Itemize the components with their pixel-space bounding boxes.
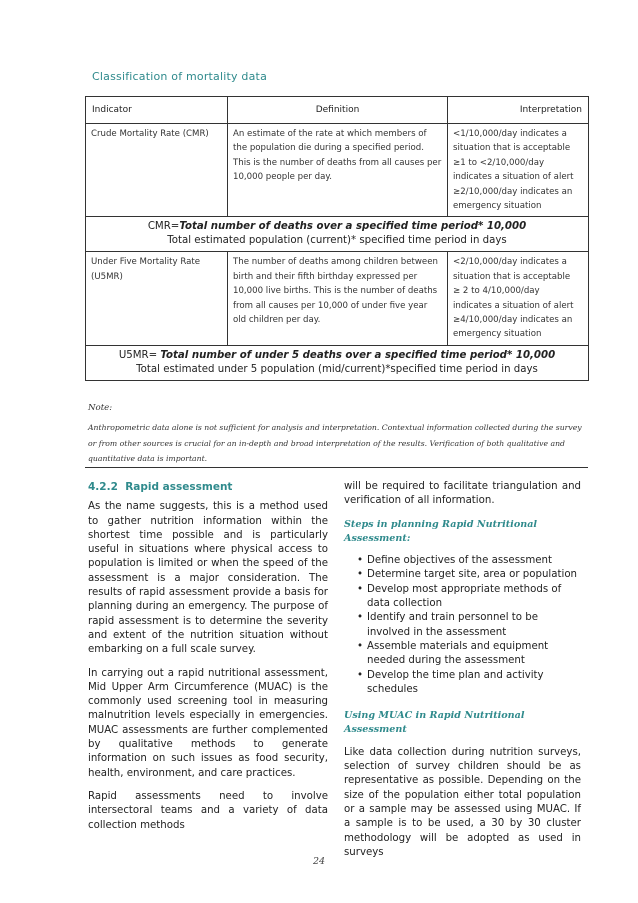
section-heading [88, 480, 328, 494]
left-column [88, 480, 328, 842]
formula-numerator [91, 220, 583, 234]
list-item: • Identify and train personnel to be involved in the assessment [357, 611, 581, 640]
interpretation-cell [448, 252, 589, 345]
definition-cell: The number of deaths among children between birth and their fifth birthday expressed per 10,000 live births. This is the number of deaths from all causes per 10,000 of under five year old children per day. [228, 252, 448, 345]
cmr-formula [86, 217, 589, 252]
interpretation-line: emergency situation [453, 201, 542, 212]
formula-lead: U5MR= [118, 349, 161, 361]
mortality-classification-table [85, 96, 589, 381]
interpretation-line: indicates a situation of alert [453, 300, 574, 311]
formula-row [86, 345, 589, 380]
header-definition: Definition [228, 97, 448, 124]
list-item: • Develop most appropriate methods of data collection [357, 583, 581, 612]
note-text: Anthropometric data alone is not sufficient for analysis and interpretation. Contextual information collected during the survey or from other sources is crucial for an in-depth and broad interpretation of the results. Verification of both qualitative and quantitative data is important. [88, 423, 582, 463]
formula-denominator: Total estimated under 5 population (mid/current)*specified time period in days [136, 363, 538, 375]
formula-numerator [91, 349, 583, 363]
indicator-cell: Under Five Mortality Rate (U5MR) [86, 252, 228, 345]
page-number: 24 [312, 856, 326, 867]
interpretation-line: situation that is acceptable [453, 143, 571, 154]
list-item: • Assemble materials and equipment needed during the assessment [357, 640, 581, 669]
list-item: • Define objectives of the assessment [357, 554, 581, 568]
note-label: Note: [88, 403, 113, 413]
table-row [86, 124, 589, 217]
interpretation-line: <2/10,000/day indicates a [453, 257, 567, 268]
interpretation-line: situation that is acceptable [453, 271, 571, 282]
formula-numerator-text: Total number of under 5 deaths over a specified time period* 10,000 [160, 349, 556, 361]
formula-row [86, 217, 589, 252]
interpretation-line: ≥1 to <2/10,000/day [453, 157, 545, 168]
paragraph: As the name suggests, this is a method used to gather nutrition information within the shortest time possible and is particularly useful in situations where physical access to population is limited or when the speed of the assessment is a major consideration. The results of rapid assessment provide a basis for planning during an emergency. The purpose of rapid assessment is to determine the severity and extent of the nutrition situation without embarking on a full scale survey. [88, 501, 328, 656]
interpretation-line: ≥4/10,000/day indicates an [453, 315, 573, 326]
formula-lead: CMR= [147, 221, 180, 233]
interpretation-cell [448, 124, 589, 217]
note-bottom-rule [85, 467, 588, 468]
paragraph: Like data collection during nutrition surveys, selection of survey children should be as representative as possible. Depending on the size of the population either total population or a sample may be assessed using MUAC. If a sample is to be used, a 30 by 30 cluster methodology will be adopted as used in surveys [344, 746, 581, 858]
table-caption: Classification of mortality data [92, 70, 268, 83]
steps-heading: Steps in planning Rapid Nutritional Assessment: [344, 518, 538, 544]
interpretation-line: <1/10,000/day indicates a [453, 129, 567, 139]
paragraph: Rapid assessments need to involve intersectoral teams and a variety of data collection methods [88, 790, 328, 831]
indicator-cell: Crude Mortality Rate (CMR) [86, 124, 228, 217]
muac-heading: Using MUAC in Rapid Nutritional Assessment [344, 710, 525, 736]
section-title: Rapid assessment [125, 481, 233, 493]
interpretation-line: indicates a situation of alert [453, 172, 574, 183]
formula-numerator-text: Total number of deaths over a specified time period* 10,000 [179, 221, 527, 233]
section-number: 4.2.2 [88, 481, 118, 493]
paragraph: will be required to facilitate triangulation and verification of all information. [344, 481, 581, 507]
u5mr-formula [86, 345, 589, 380]
definition-cell: An estimate of the rate at which members of the population die during a specified period. This is the number of deaths from all causes per 10,000 people per day. [228, 124, 448, 217]
steps-list [344, 554, 581, 697]
table-row [86, 252, 589, 345]
right-column [344, 480, 581, 869]
formula-denominator: Total estimated population (current)* specified time period in days [167, 235, 507, 247]
interpretation-line: emergency situation [453, 329, 542, 340]
header-interpretation: Interpretation [448, 97, 589, 124]
paragraph: In carrying out a rapid nutritional assessment, Mid Upper Arm Circumference (MUAC) is the commonly used screening tool in measuring malnutrition levels especially in emergencies. MUAC assessments are further complemented by qualitative methods to generate information on such issues as food security, health, environment, and care practices. [88, 667, 328, 779]
list-item: • Develop the time plan and activity schedules [357, 669, 581, 698]
list-item: • Determine target site, area or population [357, 568, 581, 582]
header-indicator: Indicator [86, 97, 228, 124]
interpretation-line: ≥ 2 to 4/10,000/day [453, 286, 540, 297]
table-header-row [86, 97, 589, 124]
interpretation-line: ≥2/10,000/day indicates an [453, 186, 573, 197]
